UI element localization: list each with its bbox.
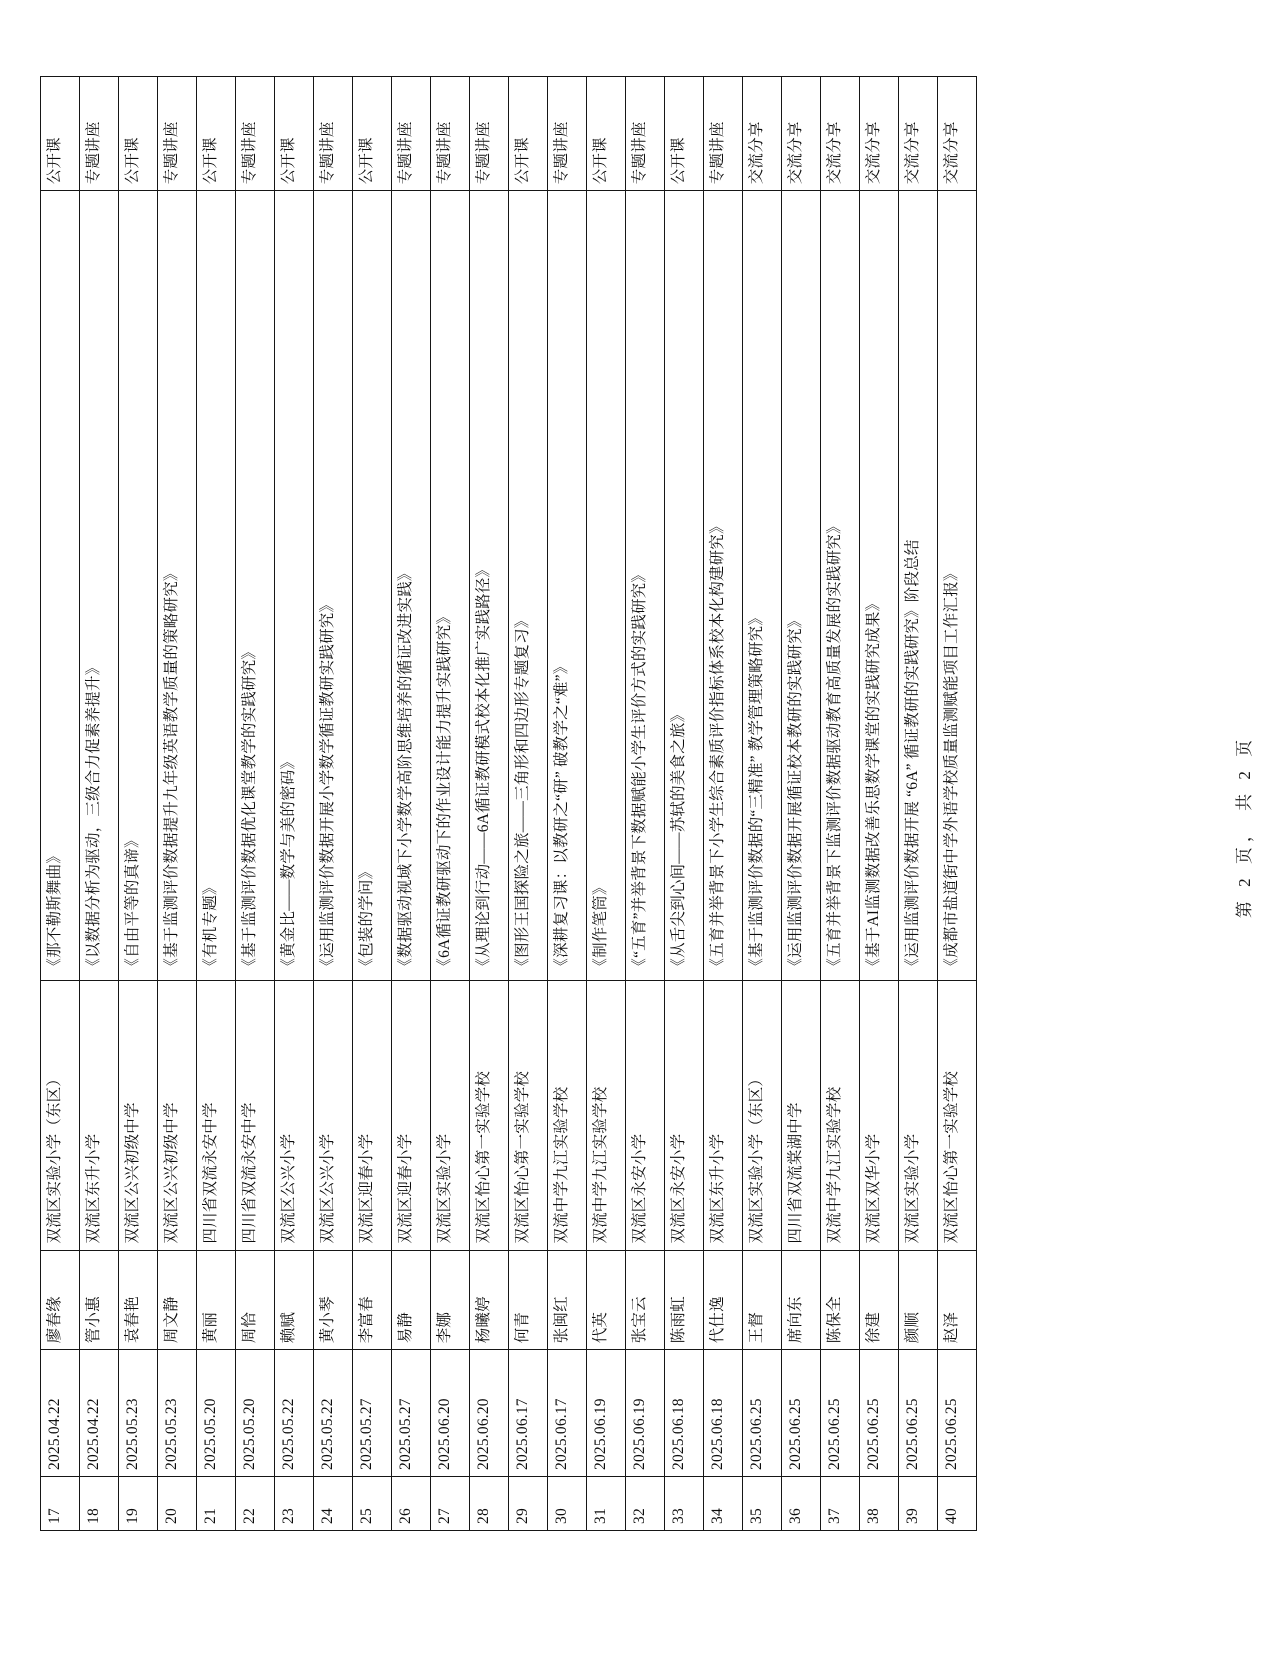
- table-row: [509, 77, 548, 1531]
- cell-date: 2025.06.25: [782, 1350, 821, 1477]
- table-row: [704, 77, 743, 1531]
- table-row: [665, 77, 704, 1531]
- cell-name: 易静: [392, 1250, 431, 1350]
- table-row: [392, 77, 431, 1531]
- cell-name: 廖春缘: [41, 1250, 80, 1350]
- cell-date: 2025.06.20: [470, 1350, 509, 1477]
- cell-date: 2025.05.20: [236, 1350, 275, 1477]
- cell-title: 《黄金比——数学与美的密码》: [275, 191, 314, 980]
- cell-type: 公开课: [665, 77, 704, 191]
- cell-type: 专题讲座: [626, 77, 665, 191]
- cell-index: 28: [470, 1477, 509, 1531]
- cell-name: 席向东: [782, 1250, 821, 1350]
- cell-name: 黄小琴: [314, 1250, 353, 1350]
- cell-type: 专题讲座: [704, 77, 743, 191]
- cell-type: 专题讲座: [548, 77, 587, 191]
- table-row: [548, 77, 587, 1531]
- cell-date: 2025.05.23: [158, 1350, 197, 1477]
- table-row: [938, 77, 977, 1531]
- table-row: [314, 77, 353, 1531]
- cell-index: 20: [158, 1477, 197, 1531]
- cell-type: 专题讲座: [158, 77, 197, 191]
- table-row: [119, 77, 158, 1531]
- cell-date: 2025.06.25: [899, 1350, 938, 1477]
- cell-type: 专题讲座: [314, 77, 353, 191]
- cell-title: 《“五育”并举背景下数据赋能小学生评价方式的实践研究》: [626, 191, 665, 980]
- cell-title: 《包装的学问》: [353, 191, 392, 980]
- cell-index: 40: [938, 1477, 977, 1531]
- cell-title: 《6A循证教研驱动下的作业设计能力提升实践研究》: [431, 191, 470, 980]
- table-row: [275, 77, 314, 1531]
- cell-date: 2025.06.18: [704, 1350, 743, 1477]
- cell-name: 张闽红: [548, 1250, 587, 1350]
- cell-name: 何青: [509, 1250, 548, 1350]
- table-row: [782, 77, 821, 1531]
- cell-name: 管小惠: [80, 1250, 119, 1350]
- cell-name: 陈雨虹: [665, 1250, 704, 1350]
- cell-index: 22: [236, 1477, 275, 1531]
- table-row: [899, 77, 938, 1531]
- cell-name: 陈保全: [821, 1250, 860, 1350]
- cell-school: 双流区迎春小学: [353, 980, 392, 1250]
- cell-index: 29: [509, 1477, 548, 1531]
- table-row: [41, 77, 80, 1531]
- cell-name: 颜顺: [899, 1250, 938, 1350]
- cell-title: 《五育并举背景下监测评价数据驱动教育高质量发展的实践研究》: [821, 191, 860, 980]
- cell-school: 双流区迎春小学: [392, 980, 431, 1250]
- cell-index: 34: [704, 1477, 743, 1531]
- cell-type: 交流分享: [743, 77, 782, 191]
- table-row: [821, 77, 860, 1531]
- cell-type: 交流分享: [938, 77, 977, 191]
- cell-date: 2025.06.25: [743, 1350, 782, 1477]
- cell-type: 专题讲座: [431, 77, 470, 191]
- cell-title: 《基于监测评价数据提升九年级英语教学质量的策略研究》: [158, 191, 197, 980]
- table-body: [41, 77, 977, 1531]
- cell-index: 19: [119, 1477, 158, 1531]
- cell-school: 双流区双华小学: [860, 980, 899, 1250]
- cell-school: 双流区怡心第一实验学校: [938, 980, 977, 1250]
- cell-index: 30: [548, 1477, 587, 1531]
- cell-school: 双流区永安小学: [665, 980, 704, 1250]
- cell-name: 王督: [743, 1250, 782, 1350]
- cell-title: 《运用监测评价数据开展循证校本教研的实践研究》: [782, 191, 821, 980]
- cell-date: 2025.05.20: [197, 1350, 236, 1477]
- cell-date: 2025.06.20: [431, 1350, 470, 1477]
- cell-school: 双流中学九江实验学校: [548, 980, 587, 1250]
- cell-title: 《五育并举背景下小学生综合素质评价指标体系校本化构建研究》: [704, 191, 743, 980]
- cell-type: 公开课: [41, 77, 80, 191]
- cell-title: 《那不勒斯舞曲》: [41, 191, 80, 980]
- cell-name: 李富春: [353, 1250, 392, 1350]
- cell-index: 23: [275, 1477, 314, 1531]
- cell-title: 《从理论到行动——6A循证教研模式校本化推广实践路径》: [470, 191, 509, 980]
- cell-title: 《基于监测评价数据的“三精准” 教学管理策略研究》: [743, 191, 782, 980]
- table-row: [236, 77, 275, 1531]
- cell-index: 27: [431, 1477, 470, 1531]
- cell-index: 25: [353, 1477, 392, 1531]
- cell-type: 公开课: [587, 77, 626, 191]
- cell-school: 双流区实验小学: [899, 980, 938, 1250]
- cell-school: 双流区公兴初级中学: [119, 980, 158, 1250]
- cell-date: 2025.05.22: [314, 1350, 353, 1477]
- cell-date: 2025.05.23: [119, 1350, 158, 1477]
- table-row: [587, 77, 626, 1531]
- cell-type: 专题讲座: [236, 77, 275, 191]
- cell-type: 交流分享: [899, 77, 938, 191]
- table-row: [860, 77, 899, 1531]
- cell-index: 21: [197, 1477, 236, 1531]
- cell-title: 《基于监测评价数据优化课堂教学的实践研究》: [236, 191, 275, 980]
- cell-school: 双流区怡心第一实验学校: [509, 980, 548, 1250]
- cell-index: 39: [899, 1477, 938, 1531]
- cell-school: 双流区东升小学: [704, 980, 743, 1250]
- page-footer: 第 2 页， 共 2 页: [1235, 734, 1254, 919]
- cell-title: 《图形王国探险之旅——三角形和四边形专题复习》: [509, 191, 548, 980]
- cell-index: 17: [41, 1477, 80, 1531]
- cell-type: 公开课: [509, 77, 548, 191]
- cell-school: 四川省双流棠湖中学: [782, 980, 821, 1250]
- cell-date: 2025.05.27: [392, 1350, 431, 1477]
- cell-title: 《制作笔筒》: [587, 191, 626, 980]
- cell-title: 《运用监测评价数据开展 “6A” 循证教研的实践研究》阶段总结: [899, 191, 938, 980]
- cell-index: 18: [80, 1477, 119, 1531]
- cell-school: 双流区公兴小学: [275, 980, 314, 1250]
- cell-name: 徐建: [860, 1250, 899, 1350]
- cell-name: 赖赋: [275, 1250, 314, 1350]
- cell-index: 36: [782, 1477, 821, 1531]
- cell-name: 李娜: [431, 1250, 470, 1350]
- table-row: [353, 77, 392, 1531]
- cell-name: 赵泽: [938, 1250, 977, 1350]
- cell-name: 张宝云: [626, 1250, 665, 1350]
- cell-title: 《有机专题》: [197, 191, 236, 980]
- cell-date: 2025.06.17: [548, 1350, 587, 1477]
- cell-date: 2025.05.22: [275, 1350, 314, 1477]
- cell-type: 专题讲座: [392, 77, 431, 191]
- cell-date: 2025.06.19: [626, 1350, 665, 1477]
- cell-date: 2025.04.22: [80, 1350, 119, 1477]
- cell-school: 双流区东升小学: [80, 980, 119, 1250]
- cell-date: 2025.06.19: [587, 1350, 626, 1477]
- cell-title: 《数据驱动视域下小学数学高阶思维培养的循证改进实践》: [392, 191, 431, 980]
- cell-index: 24: [314, 1477, 353, 1531]
- cell-date: 2025.04.22: [41, 1350, 80, 1477]
- cell-date: 2025.06.25: [821, 1350, 860, 1477]
- table-row: [80, 77, 119, 1531]
- cell-title: 《深耕复习课：以教研之“研” 破教学之“难”》: [548, 191, 587, 980]
- table-row: [431, 77, 470, 1531]
- cell-name: 杨曦婷: [470, 1250, 509, 1350]
- cell-index: 26: [392, 1477, 431, 1531]
- cell-date: 2025.06.18: [665, 1350, 704, 1477]
- cell-title: 《以数据分析为驱动，三级合力促素养提升》: [80, 191, 119, 980]
- cell-name: 代仕逸: [704, 1250, 743, 1350]
- cell-type: 公开课: [119, 77, 158, 191]
- cell-index: 38: [860, 1477, 899, 1531]
- cell-name: 袁春艳: [119, 1250, 158, 1350]
- cell-title: 《成都市盐道街中学外语学校质量监测赋能项目工作汇报》: [938, 191, 977, 980]
- cell-type: 交流分享: [821, 77, 860, 191]
- cell-date: 2025.06.25: [860, 1350, 899, 1477]
- table-row: [743, 77, 782, 1531]
- cell-name: 周恰: [236, 1250, 275, 1350]
- table-row: [158, 77, 197, 1531]
- cell-type: 交流分享: [860, 77, 899, 191]
- cell-school: 四川省双流永安中学: [236, 980, 275, 1250]
- cell-school: 双流区实验小学（东区）: [743, 980, 782, 1250]
- cell-school: 双流区实验小学: [431, 980, 470, 1250]
- cell-type: 公开课: [275, 77, 314, 191]
- cell-index: 31: [587, 1477, 626, 1531]
- cell-school: 双流中学九江实验学校: [587, 980, 626, 1250]
- cell-title: 《基于AI监测数据改善乐思数学课堂的实践研究成果》: [860, 191, 899, 980]
- cell-name: 黄丽: [197, 1250, 236, 1350]
- cell-date: 2025.05.27: [353, 1350, 392, 1477]
- cell-school: 双流中学九江实验学校: [821, 980, 860, 1250]
- cell-school: 双流区永安小学: [626, 980, 665, 1250]
- cell-index: 32: [626, 1477, 665, 1531]
- table-row: [626, 77, 665, 1531]
- cell-type: 专题讲座: [470, 77, 509, 191]
- cell-type: 公开课: [353, 77, 392, 191]
- cell-index: 37: [821, 1477, 860, 1531]
- activity-record-table: [40, 76, 977, 1531]
- cell-title: 《从舌尖到心间——苏轼的美食之旅》: [665, 191, 704, 980]
- cell-index: 35: [743, 1477, 782, 1531]
- cell-title: 《自由平等的真谛》: [119, 191, 158, 980]
- cell-name: 周文静: [158, 1250, 197, 1350]
- cell-date: 2025.06.25: [938, 1350, 977, 1477]
- cell-school: 双流区公兴初级中学: [158, 980, 197, 1250]
- cell-type: 公开课: [197, 77, 236, 191]
- cell-index: 33: [665, 1477, 704, 1531]
- cell-type: 专题讲座: [80, 77, 119, 191]
- cell-school: 双流区公兴小学: [314, 980, 353, 1250]
- cell-school: 四川省双流永安中学: [197, 980, 236, 1250]
- cell-school: 双流区怡心第一实验学校: [470, 980, 509, 1250]
- cell-date: 2025.06.17: [509, 1350, 548, 1477]
- cell-title: 《运用监测评价数据开展小学数学循证教研实践研究》: [314, 191, 353, 980]
- table-row: [470, 77, 509, 1531]
- cell-type: 交流分享: [782, 77, 821, 191]
- cell-name: 代英: [587, 1250, 626, 1350]
- table-row: [197, 77, 236, 1531]
- cell-school: 双流区实验小学（东区）: [41, 980, 80, 1250]
